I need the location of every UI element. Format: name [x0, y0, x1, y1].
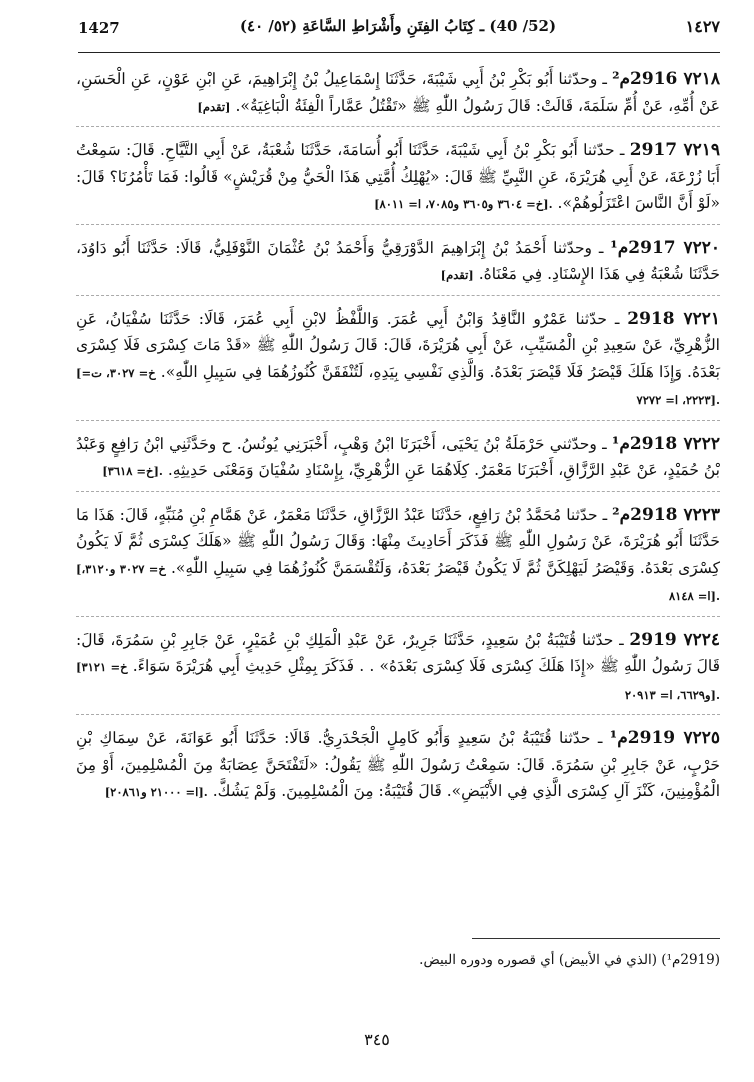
hadith-entry: [76, 725, 720, 812]
hadith-number: ٧٢١٩ 2917: [629, 140, 720, 160]
hadith-text: ـ وحدّثنا أَحْمَدُ بْنُ إِبْرَاهِيمَ الدَّوْرَقِيُّ وَأَحْمَدُ بْنُ عُثْمَانَ النَّوْفَلِيُّ، قَالَا: حَدَّثَنَا أَبُو دَاوُدَ، حَدَّثَنَا شُعْبَةُ فِي هَذَا الإِسْنَادِ. فِي مَعْنَاهُ.: [76, 238, 720, 283]
hadith-reference: [خ= ٣٠٢٧ و٣١٢٠، ا= ٨١٤٨].: [76, 561, 720, 603]
hadith-text: ـ حدّثنا قُتَيْبَةُ بْنُ سَعِيدٍ وَأَبُو كَامِلٍ الْجَحْدَرِيُّ. قَالَا: حَدَّثَنَا أَبُو عَوَانَةَ، عَنْ سِمَاكِ بْنِ حَرْبٍ، عَنْ جَابِرِ بْنِ سَمُرَةَ. قَالَ: سَمِعْتُ رَسُولَ اللّٰهِ ﷺ يَقُولُ: «لَتَفْتَحَنَّ عِصَابَةٌ مِنَ الْمُسْلِمِينَ، أَوْ مِنَ الْمُؤْمِنِينَ، كَنْزَ آلِ كِسْرَى الَّذِي فِي الأَبْيَضِ». قَالَ قُتَيْبَةُ: مِنَ الْمُسْلِمِينَ. وَلَمْ يَشُكَّ.: [76, 729, 720, 800]
hadith-entry: [76, 66, 720, 127]
hadith-number: ٧٢٢٢ 2918م¹: [611, 433, 720, 454]
main-text: [76, 66, 720, 822]
page-number-latin: 1427: [78, 19, 120, 37]
hadith-entry: [76, 306, 720, 421]
footnote: (2919م¹) (الذي في الأبيض) أي قصوره ودوره البيض.: [419, 952, 720, 968]
page-number-arabic: ١٤٢٧: [685, 17, 720, 36]
page-number-footer: ٣٤٥: [364, 1030, 390, 1049]
running-title: (52/ 40) ـ كِتَابُ الفِتَنِ وأَشْرَاطِ السَّاعَةِ (٥٢/ ٤٠): [239, 17, 557, 35]
hadith-text: ـ حدّثنا عَمْرٌو النَّاقِدُ وَابْنُ أَبِي عُمَرَ. وَاللَّفْظُ لابْنِ أَبِي عُمَرَ، قَالَا: حَدَّثَنَا سُفْيَانُ، عَنِ الزُّهْرِيِّ، عَنْ سَعِيدِ بْنِ الْمُسَيِّبِ، عَنْ أَبِي هُرَيْرَةَ، قَالَ: قَالَ رَسُولُ اللّٰهِ ﷺ «قَدْ مَاتَ كِسْرَى فَلَا كِسْرَى بَعْدَهُ. وَإِذَا هَلَكَ قَيْصَرُ فَلَا قَيْصَرَ بَعْدَهُ. وَالَّذِي نَفْسِي بِيَدِهِ، لَتُنْفَقَنَّ كُنُوزُهُمَا فِي سَبِيلِ اللّٰهِ».: [76, 309, 720, 381]
hadith-text: ـ وحدّثنا أَبُو بَكْرِ بْنُ أَبِي شَيْبَةَ، حَدَّثَنَا إِسْمَاعِيلُ بْنُ إِبْرَاهِيمَ، عَنِ ابْنِ عَوْنٍ، عَنِ الْحَسَنِ، عَنْ أُمِّهِ، عَنْ أُمِّ سَلَمَةَ، قَالَتْ: قَالَ رَسُولُ اللّٰهِ ﷺ «تَقْتُلُ عَمَّاراً الْفِئَةُ الْبَاغِيَةُ».: [76, 70, 720, 115]
hadith-number: ٧٢٢٤ 2919: [629, 629, 720, 650]
hadith-reference: [خ= ٣١٢١ و٦٦٢٩، ا= ٢٠٩١٣].: [76, 660, 720, 702]
hadith-text: ـ حدّثنا قُتَيْبَةُ بْنُ سَعِيدٍ، حَدَّثَنَا جَرِيرٌ، عَنْ عَبْدِ الْمَلِكِ بْنِ عُمَيْرٍ، عَنْ جَابِرِ بْنِ سَمُرَةَ، قَالَ: قَالَ رَسُولُ اللّٰهِ ﷺ «إِذَا هَلَكَ كِسْرَى فَلَا كِسْرَى بَعْدَهُ» . . فَذَكَرَ بِمِثْلِ حَدِيثِ أَبِي هُرَيْرَةَ سَوَاءً.: [76, 630, 720, 675]
hadith-reference: [تقدم]: [197, 99, 231, 114]
hadith-reference: [ا= ٢١٠٠٠ و٢٠٨٦١].: [104, 785, 208, 799]
hadith-reference: [خ= ٣٦٠٤ و٣٦٠٥ و٧٠٨٥، ا= ٨٠١١].: [374, 197, 553, 211]
hadith-number: ٧٢٢٥ 2919م¹: [609, 728, 721, 748]
hadith-entry: [76, 235, 720, 296]
hadith-number: ٧٢٢٣ 2918م²: [612, 504, 720, 525]
page-header: [78, 14, 720, 53]
hadith-entry: [76, 627, 720, 716]
hadith-entry: [76, 502, 720, 617]
hadith-text: ـ حدّثنا مُحَمَّدُ بْنُ رَافِعٍ، حَدَّثَنَا عَبْدُ الرَّزَّاقِ، حَدَّثَنَا مَعْمَرٌ، عَنْ هَمَّامِ بْنِ مُنَبِّهٍ، قَالَ: هَذَا مَا حَدَّثَنَا أَبُو هُرَيْرَةَ، عَنْ رَسُولِ اللّٰهِ ﷺ فَذَكَرَ أَحَادِيثَ مِنْهَا: وَقَالَ رَسُولُ اللّٰهِ ﷺ «هَلَكَ كِسْرَى ثُمَّ لَا يَكُونُ كِسْرَى بَعْدَهُ. وَقَيْصَرُ لَيَهْلِكَنَّ ثُمَّ لَا يَكُونُ قَيْصَرُ بَعْدَهُ، وَلَتُقْسَمَنَّ كُنُوزُهُمَا فِي سَبِيلِ اللّٰهِ».: [76, 505, 720, 577]
hadith-text: ـ وحدّثني حَرْمَلَةُ بْنُ يَحْيَى، أَخْبَرَنَا ابْنُ وَهْبٍ، أَخْبَرَنِي يُونُسُ. ح وحَدَّثَنِي ابْنُ رَافِعٍ وَعَبْدُ بْنُ حُمَيْدٍ، عَنْ عَبْدِ الرَّزَّاقِ، أَخْبَرَنَا مَعْمَرٌ. كِلَاهُمَا عَنِ الزُّهْرِيِّ، بِإِسْنَادِ سُفْيَانَ وَمَعْنَى حَدِيثِهِ.: [76, 434, 720, 479]
hadith-number: ٧٢٢١ 2918: [627, 308, 720, 329]
hadith-number: ٧٢١٨ 2916م²: [612, 69, 720, 89]
hadith-entry: [76, 431, 720, 492]
hadith-reference: [تقدم]: [440, 268, 474, 282]
hadith-number: ٧٢٢٠ 2917م¹: [610, 237, 720, 258]
hadith-text: ـ حدّثنا أَبُو بَكْرِ بْنُ أَبِي شَيْبَةَ، حَدَّثَنَا أَبُو أُسَامَةَ، حَدَّثَنَا شُعْبَةُ، عَنْ أَبِي التَّيَّاحِ. قَالَ: سَمِعْتُ أَبَا زُرْعَةَ، عَنْ أَبِي هُرَيْرَةَ، عَنِ النَّبِيِّ ﷺ قَالَ: «يُهْلِكُ أُمَّتِي هَذَا الْحَيُّ مِنْ قُرَيْشٍ» قَالُوا: فَمَا تَأْمُرُنَا؟ قَالَ: «لَوْ أَنَّ النَّاسَ اعْتَزَلُوهُمْ».: [76, 141, 720, 212]
footnote-separator: [472, 938, 720, 939]
hadith-reference: [خ= ٣٦١٨].: [102, 464, 163, 478]
hadith-reference: [خ= ٣٠٢٧، ت= ٢٢٢٣، ا= ٧٢٧٢].: [76, 365, 720, 407]
hadith-entry: [76, 137, 720, 225]
